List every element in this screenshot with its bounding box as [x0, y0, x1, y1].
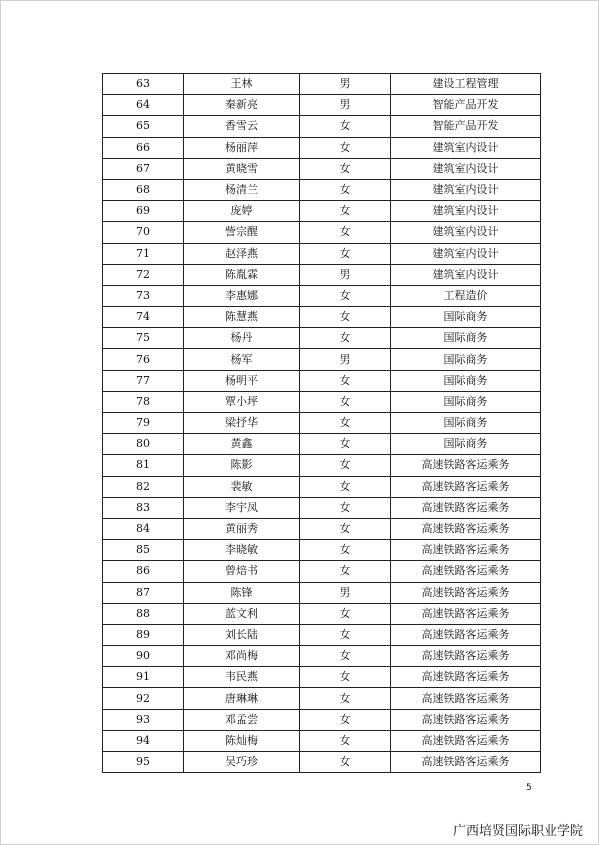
name-cell: 蓝文利 [184, 603, 300, 624]
table-row [103, 74, 541, 95]
name-cell: 香雪云 [184, 116, 300, 137]
row-number-cell: 72 [103, 264, 184, 285]
name-cell: 庞婷 [184, 201, 300, 222]
major-cell: 国际商务 [391, 349, 541, 370]
name-cell: 陈锋 [184, 582, 300, 603]
major-cell: 高速铁路客运乘务 [391, 476, 541, 497]
major-cell: 国际商务 [391, 391, 541, 412]
name-cell: 李晓敏 [184, 540, 300, 561]
row-number-cell: 90 [103, 646, 184, 667]
name-cell: 杨清兰 [184, 179, 300, 200]
major-cell: 建筑室内设计 [391, 264, 541, 285]
row-number-cell: 63 [103, 74, 184, 95]
row-number-cell: 93 [103, 709, 184, 730]
gender-cell: 男 [300, 74, 391, 95]
major-cell: 智能产品开发 [391, 116, 541, 137]
table-row [103, 540, 541, 561]
gender-cell: 女 [300, 328, 391, 349]
name-cell: 訾宗醒 [184, 222, 300, 243]
table-row [103, 582, 541, 603]
name-cell: 陈慧燕 [184, 307, 300, 328]
major-cell: 国际商务 [391, 370, 541, 391]
name-cell: 陈影 [184, 455, 300, 476]
table-row [103, 328, 541, 349]
row-number-cell: 87 [103, 582, 184, 603]
row-number-cell: 79 [103, 413, 184, 434]
gender-cell: 男 [300, 349, 391, 370]
gender-cell: 女 [300, 201, 391, 222]
gender-cell: 女 [300, 455, 391, 476]
table-row [103, 201, 541, 222]
gender-cell: 女 [300, 179, 391, 200]
major-cell: 建筑室内设计 [391, 137, 541, 158]
gender-cell: 女 [300, 307, 391, 328]
gender-cell: 女 [300, 413, 391, 434]
major-cell: 高速铁路客运乘务 [391, 582, 541, 603]
row-number-cell: 83 [103, 497, 184, 518]
table-row [103, 646, 541, 667]
table-row [103, 434, 541, 455]
table-row [103, 95, 541, 116]
table-row [103, 222, 541, 243]
name-cell: 梁抒华 [184, 413, 300, 434]
row-number-cell: 80 [103, 434, 184, 455]
name-cell: 邓孟尝 [184, 709, 300, 730]
table-row [103, 116, 541, 137]
table-row [103, 158, 541, 179]
table-row [103, 307, 541, 328]
table-row [103, 667, 541, 688]
major-cell: 国际商务 [391, 434, 541, 455]
gender-cell: 女 [300, 518, 391, 539]
name-cell: 覃小坪 [184, 391, 300, 412]
row-number-cell: 81 [103, 455, 184, 476]
name-cell: 韦民燕 [184, 667, 300, 688]
gender-cell: 女 [300, 391, 391, 412]
gender-cell: 女 [300, 476, 391, 497]
major-cell: 建设工程管理 [391, 74, 541, 95]
major-cell: 智能产品开发 [391, 95, 541, 116]
gender-cell: 女 [300, 116, 391, 137]
footer-institution: 广西培贤国际职业学院 [452, 824, 583, 839]
name-cell: 赵泽燕 [184, 243, 300, 264]
gender-cell: 女 [300, 646, 391, 667]
table-row [103, 391, 541, 412]
major-cell: 高速铁路客运乘务 [391, 752, 541, 773]
table-row [103, 137, 541, 158]
gender-cell: 女 [300, 752, 391, 773]
gender-cell: 女 [300, 370, 391, 391]
name-cell: 陈胤霖 [184, 264, 300, 285]
gender-cell: 女 [300, 243, 391, 264]
major-cell: 高速铁路客运乘务 [391, 688, 541, 709]
row-number-cell: 85 [103, 540, 184, 561]
major-cell: 建筑室内设计 [391, 158, 541, 179]
major-cell: 国际商务 [391, 413, 541, 434]
major-cell: 国际商务 [391, 307, 541, 328]
gender-cell: 女 [300, 709, 391, 730]
name-cell: 杨军 [184, 349, 300, 370]
gender-cell: 女 [300, 603, 391, 624]
table-row [103, 349, 541, 370]
major-cell: 高速铁路客运乘务 [391, 730, 541, 751]
gender-cell: 女 [300, 688, 391, 709]
gender-cell: 女 [300, 730, 391, 751]
major-cell: 建筑室内设计 [391, 243, 541, 264]
gender-cell: 女 [300, 540, 391, 561]
row-number-cell: 65 [103, 116, 184, 137]
gender-cell: 女 [300, 497, 391, 518]
name-cell: 黄鑫 [184, 434, 300, 455]
gender-cell: 女 [300, 285, 391, 306]
major-cell: 建筑室内设计 [391, 222, 541, 243]
table-row [103, 752, 541, 773]
student-roster-table [102, 73, 541, 773]
name-cell: 刘长陆 [184, 624, 300, 645]
row-number-cell: 69 [103, 201, 184, 222]
name-cell: 黄晓雪 [184, 158, 300, 179]
major-cell: 建筑室内设计 [391, 179, 541, 200]
gender-cell: 女 [300, 561, 391, 582]
row-number-cell: 71 [103, 243, 184, 264]
name-cell: 裴敏 [184, 476, 300, 497]
row-number-cell: 86 [103, 561, 184, 582]
row-number-cell: 64 [103, 95, 184, 116]
row-number-cell: 70 [103, 222, 184, 243]
row-number-cell: 89 [103, 624, 184, 645]
gender-cell: 男 [300, 582, 391, 603]
table-row [103, 497, 541, 518]
major-cell: 高速铁路客运乘务 [391, 709, 541, 730]
major-cell: 建筑室内设计 [391, 201, 541, 222]
table-row [103, 709, 541, 730]
name-cell: 秦新亮 [184, 95, 300, 116]
major-cell: 高速铁路客运乘务 [391, 667, 541, 688]
major-cell: 工程造价 [391, 285, 541, 306]
major-cell: 国际商务 [391, 328, 541, 349]
row-number-cell: 75 [103, 328, 184, 349]
row-number-cell: 66 [103, 137, 184, 158]
table-row [103, 688, 541, 709]
major-cell: 高速铁路客运乘务 [391, 518, 541, 539]
page-number: 5 [526, 783, 532, 793]
roster-body [103, 74, 541, 773]
major-cell: 高速铁路客运乘务 [391, 646, 541, 667]
table-row [103, 264, 541, 285]
name-cell: 王林 [184, 74, 300, 95]
name-cell: 杨丹 [184, 328, 300, 349]
major-cell: 高速铁路客运乘务 [391, 455, 541, 476]
name-cell: 李宇凤 [184, 497, 300, 518]
table-row [103, 603, 541, 624]
gender-cell: 女 [300, 222, 391, 243]
gender-cell: 女 [300, 434, 391, 455]
row-number-cell: 94 [103, 730, 184, 751]
row-number-cell: 73 [103, 285, 184, 306]
row-number-cell: 77 [103, 370, 184, 391]
name-cell: 吴巧珍 [184, 752, 300, 773]
row-number-cell: 95 [103, 752, 184, 773]
gender-cell: 女 [300, 137, 391, 158]
row-number-cell: 82 [103, 476, 184, 497]
name-cell: 黄丽秀 [184, 518, 300, 539]
row-number-cell: 78 [103, 391, 184, 412]
major-cell: 高速铁路客运乘务 [391, 561, 541, 582]
major-cell: 高速铁路客运乘务 [391, 603, 541, 624]
name-cell: 邓尚梅 [184, 646, 300, 667]
table-row [103, 476, 541, 497]
name-cell: 唐琳琳 [184, 688, 300, 709]
gender-cell: 男 [300, 95, 391, 116]
table-row [103, 624, 541, 645]
table-row [103, 370, 541, 391]
row-number-cell: 68 [103, 179, 184, 200]
major-cell: 高速铁路客运乘务 [391, 624, 541, 645]
row-number-cell: 92 [103, 688, 184, 709]
gender-cell: 女 [300, 624, 391, 645]
row-number-cell: 76 [103, 349, 184, 370]
gender-cell: 女 [300, 667, 391, 688]
table-row [103, 518, 541, 539]
name-cell: 陈灿梅 [184, 730, 300, 751]
gender-cell: 女 [300, 158, 391, 179]
row-number-cell: 74 [103, 307, 184, 328]
table-row [103, 561, 541, 582]
row-number-cell: 88 [103, 603, 184, 624]
major-cell: 高速铁路客运乘务 [391, 497, 541, 518]
table-row [103, 243, 541, 264]
gender-cell: 男 [300, 264, 391, 285]
table-row [103, 285, 541, 306]
table-row [103, 179, 541, 200]
table-row [103, 455, 541, 476]
row-number-cell: 91 [103, 667, 184, 688]
name-cell: 杨丽萍 [184, 137, 300, 158]
table-row [103, 413, 541, 434]
major-cell: 高速铁路客运乘务 [391, 540, 541, 561]
row-number-cell: 84 [103, 518, 184, 539]
row-number-cell: 67 [103, 158, 184, 179]
name-cell: 曾焙书 [184, 561, 300, 582]
table-row [103, 730, 541, 751]
name-cell: 李惠娜 [184, 285, 300, 306]
name-cell: 杨明平 [184, 370, 300, 391]
